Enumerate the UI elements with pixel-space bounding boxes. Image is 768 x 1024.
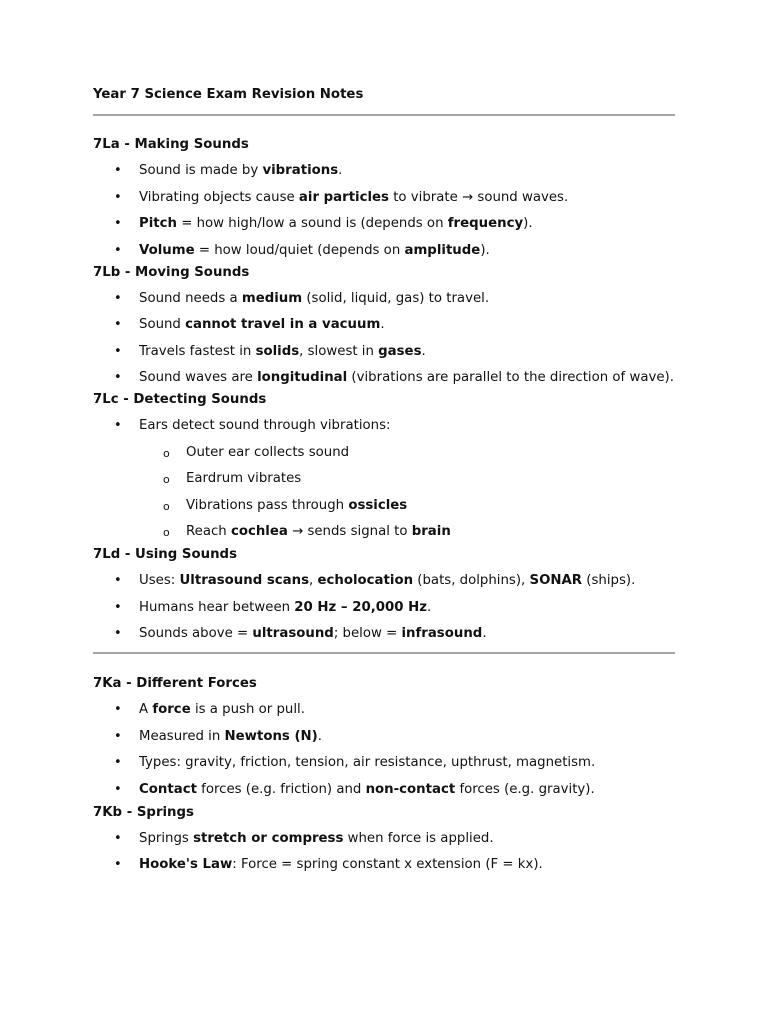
- bold-text: medium: [241, 290, 303, 306]
- bold-text: Volume: [139, 242, 195, 258]
- list-item: [93, 417, 675, 434]
- bold-text: brain: [411, 524, 451, 539]
- text-run: = how high/low a sound is (depends on: [177, 216, 448, 231]
- text-run: Humans hear between: [139, 599, 295, 615]
- list-item: [93, 830, 675, 847]
- list-item: [93, 162, 675, 179]
- text-run: .: [380, 317, 385, 332]
- list-item: [93, 856, 675, 873]
- list-item: [93, 728, 675, 745]
- list-item: [93, 572, 675, 589]
- list-item: [93, 290, 675, 307]
- document-title: Year 7 Science Exam Revision Notes: [93, 87, 364, 102]
- list-item: [93, 754, 675, 771]
- bold-text: Newtons (N): [224, 728, 318, 744]
- bold-text: longitudinal: [257, 370, 348, 385]
- list-item: [93, 781, 675, 798]
- text-run: Sound is made by: [139, 163, 263, 178]
- text-run: ; below =: [333, 626, 402, 641]
- section: [93, 804, 675, 874]
- bold-text: Ultrasound scans: [179, 573, 310, 588]
- bullet-list: [93, 572, 675, 642]
- section-heading: 7La - Making Sounds: [93, 137, 249, 152]
- list-item: [93, 215, 675, 232]
- text-run: forces (e.g. friction) and: [196, 781, 366, 797]
- text-run: Reach: [186, 524, 231, 539]
- text-run: , slowest in: [299, 343, 379, 359]
- divider: [93, 114, 675, 116]
- list-item: [93, 701, 675, 718]
- text-run: Travels fastest in: [139, 343, 256, 359]
- bold-text: infrasound: [401, 626, 483, 641]
- text-run: (vibrations are parallel to the direction of wave).: [347, 370, 674, 385]
- sub-list-item: [93, 497, 675, 514]
- text-run: when force is applied.: [343, 830, 494, 846]
- bold-text: frequency: [447, 216, 524, 231]
- text-run: Uses:: [139, 573, 180, 588]
- list-item: [93, 343, 675, 360]
- text-run: .: [338, 163, 343, 178]
- bullet-list: [93, 830, 675, 874]
- text-run: → sends signal to: [287, 524, 412, 539]
- section: [93, 136, 675, 259]
- text-run: .: [482, 626, 487, 641]
- list-item: [93, 625, 675, 642]
- text-run: ,: [309, 573, 318, 588]
- section-heading: 7Lc - Detecting Sounds: [93, 392, 267, 407]
- bold-text: ossicles: [348, 497, 408, 513]
- section-heading: 7Ld - Using Sounds: [93, 547, 237, 562]
- sections-container: [93, 136, 675, 873]
- bold-text: ultrasound: [252, 626, 334, 641]
- bold-text: air particles: [298, 189, 389, 205]
- text-run: .: [421, 343, 426, 359]
- text-run: Ears detect sound through vibrations:: [139, 418, 391, 433]
- list-item: [93, 242, 675, 259]
- text-run: Sounds above =: [139, 626, 253, 641]
- text-run: = how loud/quiet (depends on: [194, 242, 405, 258]
- bold-text: Hooke's Law: [139, 857, 233, 872]
- bullet-list: [93, 417, 675, 540]
- text-run: .: [427, 599, 432, 615]
- document-body: [93, 86, 675, 873]
- text-run: Springs: [139, 830, 194, 846]
- bold-text: gases: [378, 343, 422, 359]
- text-run: ).: [523, 216, 533, 231]
- bold-text: Pitch: [139, 216, 178, 231]
- text-run: Sound needs a: [139, 290, 242, 306]
- section-heading: 7Kb - Springs: [93, 804, 194, 820]
- text-run: Sound waves are: [139, 370, 258, 385]
- section: [93, 264, 675, 387]
- text-run: Sound: [139, 317, 186, 332]
- list-item: [93, 599, 675, 616]
- text-run: Outer ear collects sound: [186, 444, 350, 460]
- sub-list-item: [93, 444, 675, 461]
- bold-text: cochlea: [230, 524, 288, 539]
- list-item: [93, 369, 675, 386]
- bullet-list: [93, 701, 675, 798]
- text-run: (bats, dolphins),: [413, 573, 530, 588]
- bold-text: stretch or compress: [193, 830, 344, 846]
- text-run: Eardrum vibrates: [186, 471, 302, 486]
- text-run: ).: [480, 242, 490, 258]
- bold-text: 20 Hz – 20,000 Hz: [294, 599, 428, 615]
- bullet-list: [93, 162, 675, 259]
- section: [93, 391, 675, 540]
- bold-text: vibrations: [262, 163, 339, 178]
- section: [93, 675, 675, 798]
- text-run: Measured in: [139, 728, 225, 744]
- bold-text: non-contact: [365, 781, 456, 797]
- sub-list-item: [93, 470, 675, 487]
- list-item: [93, 316, 675, 333]
- bold-text: echolocation: [317, 573, 414, 588]
- text-run: : Force = spring constant x extension (F = kx).: [232, 857, 543, 872]
- section: [93, 546, 675, 642]
- bullet-list: [93, 290, 675, 387]
- text-run: (solid, liquid, gas) to travel.: [302, 290, 490, 306]
- list-item: [93, 189, 675, 206]
- text-run: forces (e.g. gravity).: [455, 781, 595, 797]
- text-run: Vibrating objects cause: [139, 189, 299, 205]
- section-heading: 7Lb - Moving Sounds: [93, 264, 250, 280]
- text-run: Vibrations pass through: [186, 497, 349, 513]
- text-run: A: [139, 702, 153, 717]
- bold-text: force: [152, 702, 191, 717]
- bold-text: SONAR: [529, 573, 583, 588]
- text-run: (ships).: [582, 573, 636, 588]
- text-run: to vibrate → sound waves.: [388, 189, 569, 205]
- text-run: Types: gravity, friction, tension, air resistance, upthrust, magnetism.: [139, 755, 596, 770]
- bold-text: amplitude: [404, 242, 481, 258]
- sub-list-item: [93, 523, 675, 540]
- bold-text: cannot travel in a vacuum: [185, 317, 381, 332]
- bold-text: Contact: [139, 781, 197, 797]
- text-run: .: [317, 728, 322, 744]
- section-heading: 7Ka - Different Forces: [93, 676, 257, 691]
- divider: [93, 652, 675, 654]
- bold-text: solids: [255, 343, 300, 359]
- text-run: is a push or pull.: [190, 702, 305, 717]
